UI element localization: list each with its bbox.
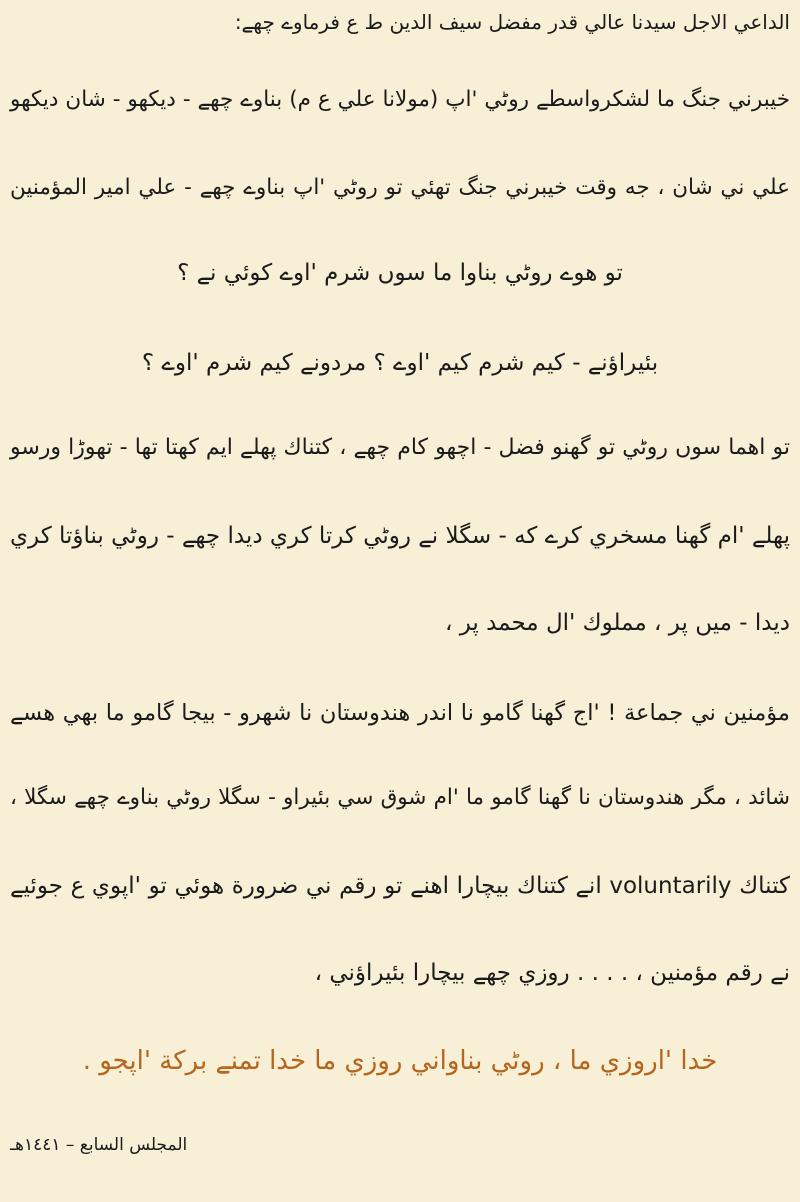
paragraph-line: مؤمنين ني جماعة ! 'اج گهنا گامو نا اندر هندوستان نا شهرو - بيجا گامو ما بهي هسے: [10, 700, 790, 726]
document-heading: الداعي الاجل سيدنا عالي قدر مفضل سيف الدين ط ع فرماوے چھے:: [234, 10, 790, 34]
paragraph-line: شائد ، مگر هندوستان نا گهنا گامو ما 'ام شوق سي بئيراو - سگلا روٹي بناوے چھے سگلا ،: [10, 785, 790, 810]
paragraph-line: خيبرني جنگ ما لشكرواسطے روٹي 'اپ (مولانا علي ع م) بناوے چھے - ديكھو - شان ديكھو: [10, 87, 790, 112]
paragraph-line: تو اهما سوں روٹي تو گهنو فضل - اچھو كام چھے ، كتناك پهلے ايم كهتا تها - تهوڑا ورسو: [10, 435, 790, 460]
paragraph-line: تو هوے روٹي بناوا ما سوں شرم 'اوے كوئي نے ؟: [177, 260, 623, 286]
paragraph-line: نے رقم مؤمنين ، . . . . روزي چھے بيچارا بئيراؤني ،: [314, 960, 790, 986]
paragraph-line: كتناك voluntarily انے كتناك بيچارا اهنے تو رقم ني ضرورة هوئي تو 'اپوي ع جوئيے: [10, 873, 790, 899]
paragraph-line: پهلے 'ام گهنا مسخري كرے كه - سگلا نے روٹي كرتا كري ديدا چھے - روٹي بناؤتا كري: [10, 523, 790, 549]
paragraph-line: بئيراؤنے - كيم شرم كيم 'اوے ؟ مردونے كيم شرم 'اوے ؟: [141, 350, 659, 376]
paragraph-line: علي ني شان ، جه وقت خيبرني جنگ تهئي تو روٹي 'اپ بناوے چھے - علي امير المؤمنين: [10, 175, 790, 200]
paragraph-line: ديدا - ميں پر ، مملوك 'ال محمد پر ،: [444, 610, 790, 636]
closing-prayer: خدا 'اروزي ما ، روٹي بناواني روزي ما خدا تمنے بركة 'اپجو .: [82, 1046, 718, 1076]
majlis-reference: المجلس السابع – ١٤٤١هـ: [10, 1135, 188, 1155]
